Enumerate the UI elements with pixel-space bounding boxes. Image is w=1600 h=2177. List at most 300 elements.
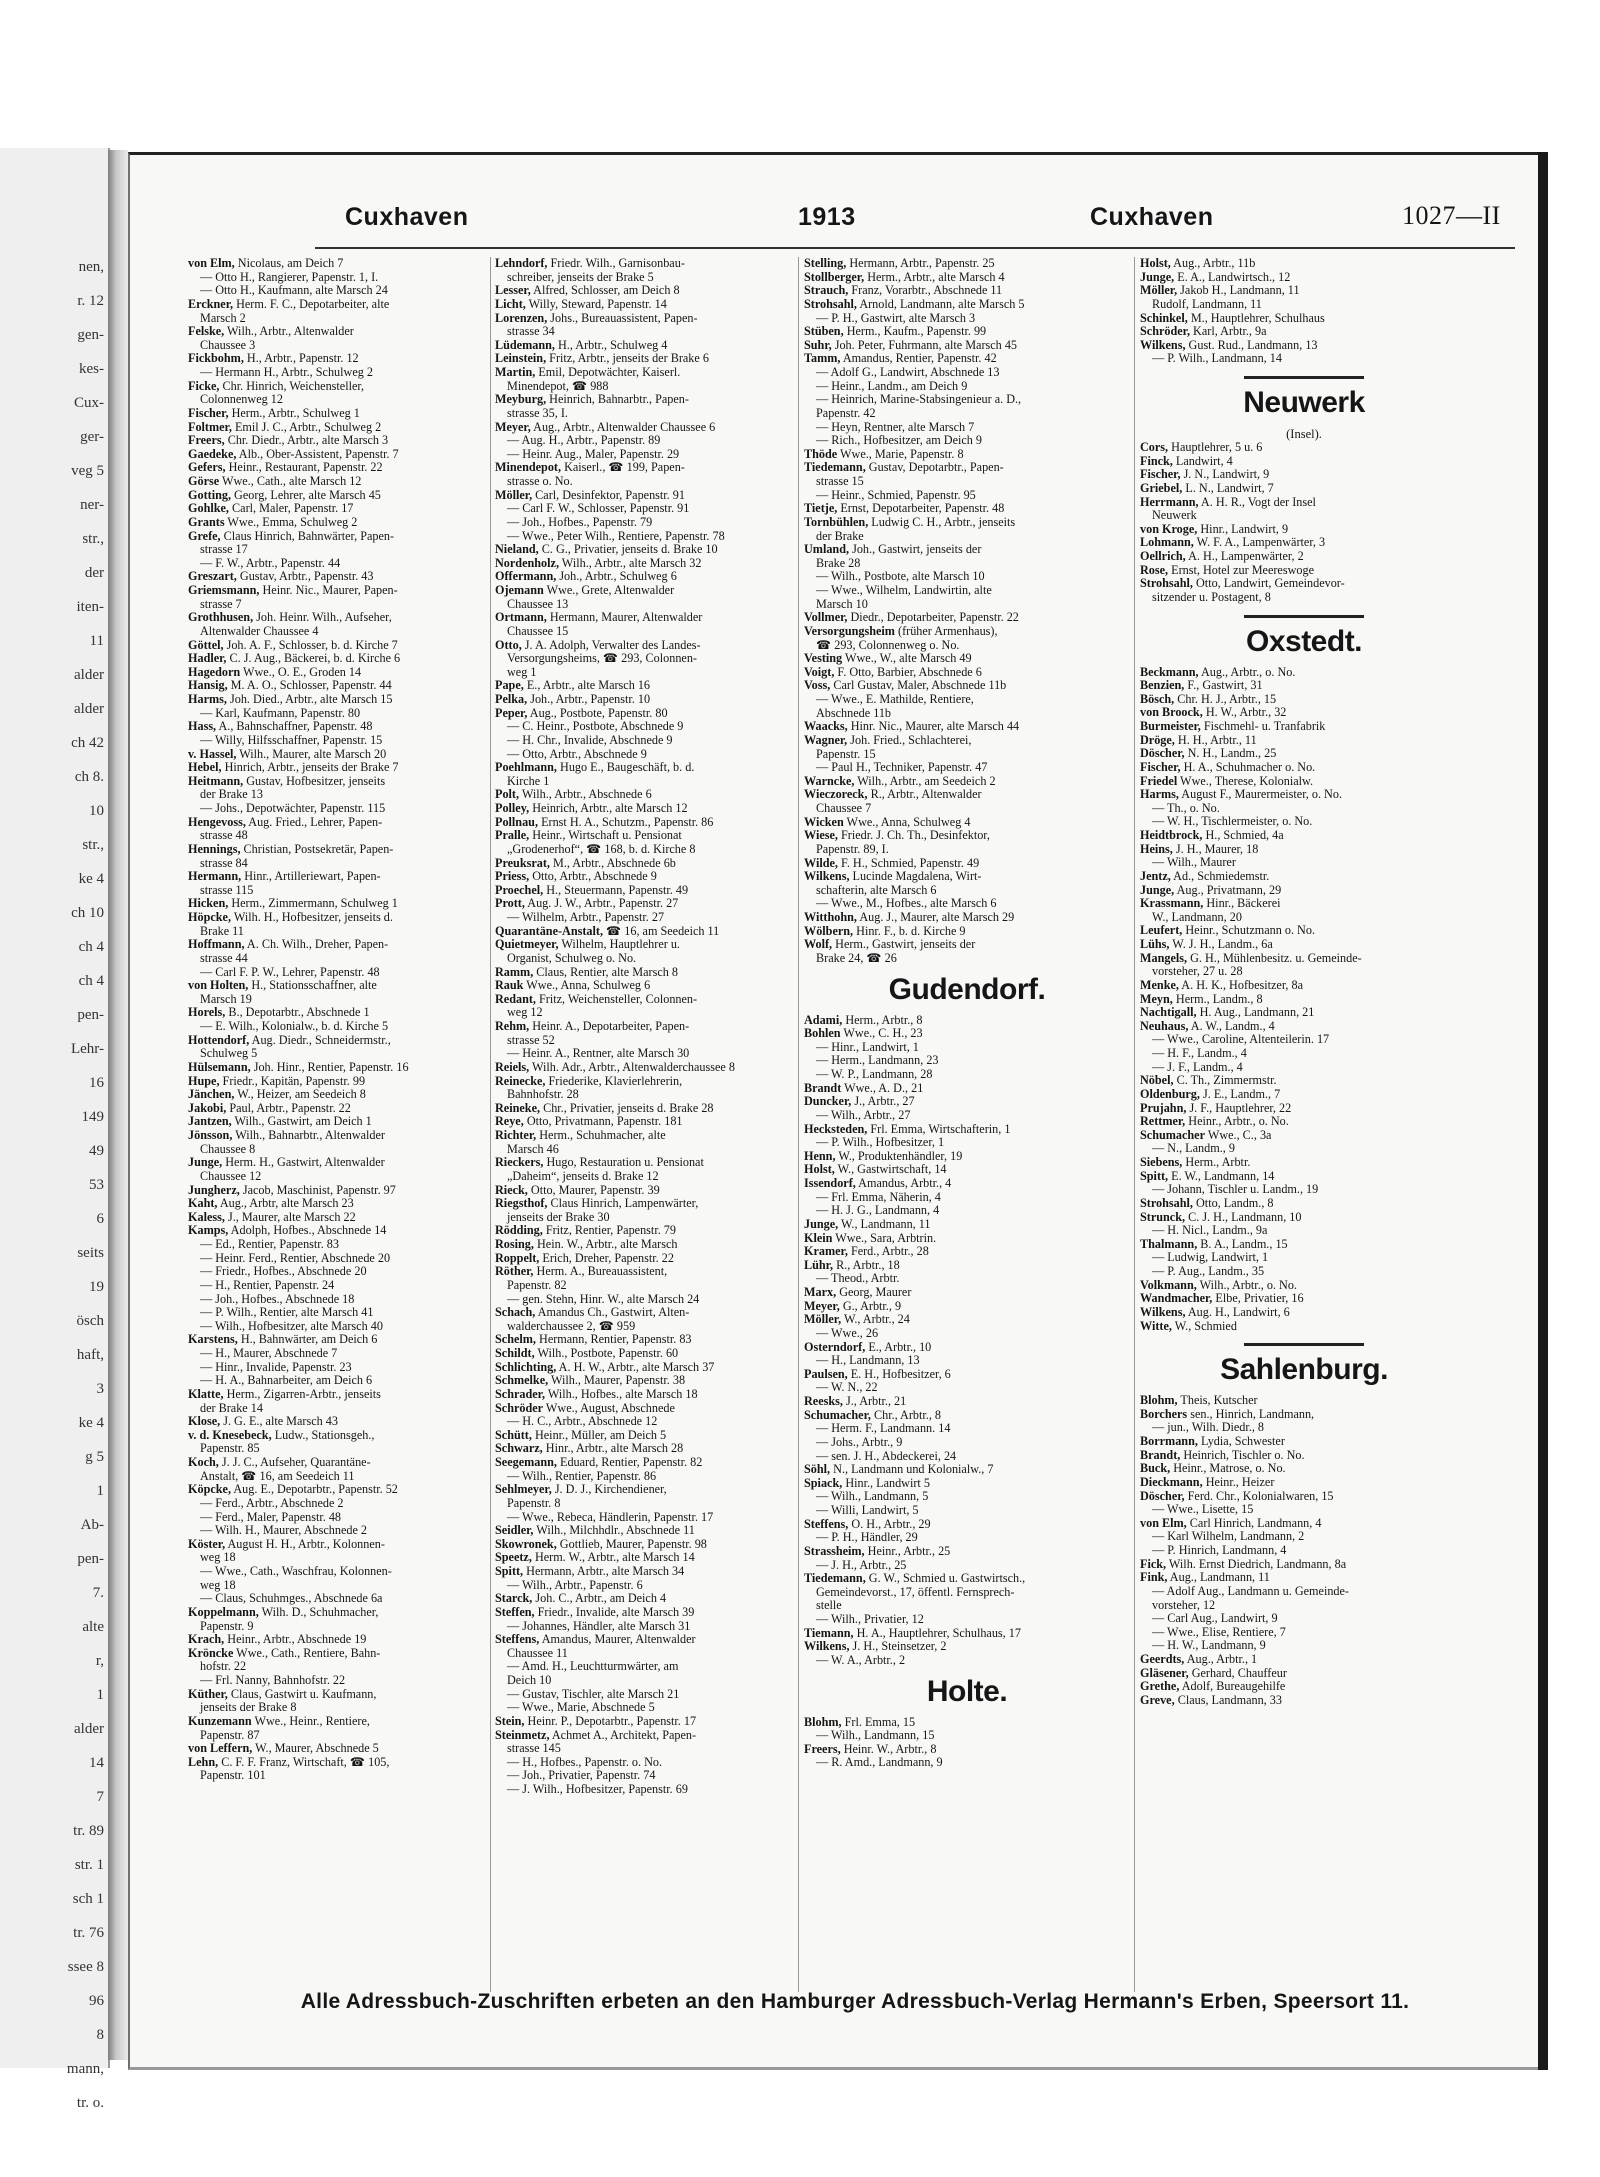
entry-details: M., Arbtr., Abschnede 6b [549, 855, 676, 870]
entry-details: Erich, Dreher, Papenstr. 22 [539, 1250, 674, 1265]
entry-surname: Hass, [188, 719, 217, 734]
directory-entry [188, 598, 486, 612]
entry-surname: Greve, [1140, 1692, 1175, 1707]
entry-surname: Quietmeyer, [495, 937, 559, 952]
directory-entry [804, 407, 1130, 421]
entry-surname: Licht, [495, 296, 526, 311]
directory-entry [495, 380, 793, 394]
entry-surname: Burmeister, [1140, 719, 1201, 733]
entry-details: Claus, Rentier, alte Marsch 8 [533, 964, 678, 979]
entry-details: Aug. Diedr., Schneidermstr., [249, 1032, 391, 1047]
entry-surname: Foltmer, [188, 419, 232, 434]
directory-entry [804, 748, 1130, 762]
entry-surname: Neuhaus, [1140, 1018, 1189, 1033]
entry-surname: Polt, [495, 787, 520, 802]
entry-surname: Rieck, [495, 1182, 528, 1197]
entry-details: A. H., Lampenwärter, 2 [1185, 549, 1304, 563]
entry-surname: Waacks, [804, 719, 848, 734]
directory-entry [495, 1483, 793, 1497]
entry-surname: Lorenzen, [495, 310, 548, 325]
directory-entry [188, 393, 486, 407]
directory-entry [188, 530, 486, 544]
entry-details: — Wilh., Landmann, 15 [816, 1728, 935, 1743]
entry-details: J. N., Landwirt, 9 [1180, 467, 1270, 482]
directory-entry [188, 1456, 486, 1470]
directory-entry [804, 1422, 1130, 1436]
directory-entry [1140, 1571, 1468, 1585]
entry-details: Heinrich, Bahnarbtr., Papen- [546, 392, 689, 407]
entry-details: F., Gastwirt, 31 [1184, 678, 1263, 693]
directory-entry [495, 1606, 793, 1620]
directory-entry [188, 1088, 486, 1102]
entry-surname: Stüben, [804, 324, 844, 339]
directory-entry [1140, 1238, 1468, 1252]
entry-details: Chaussee 13 [507, 596, 569, 611]
entry-surname: Freers, [188, 433, 225, 448]
directory-entry [188, 1115, 486, 1129]
directory-entry [804, 843, 1130, 857]
directory-entry [1140, 829, 1468, 843]
entry-details: Heinr., Arbtr., Abschnede 19 [224, 1632, 367, 1647]
entry-surname: Tiemann, [804, 1625, 854, 1640]
entry-surname: Gläsener, [1140, 1665, 1189, 1680]
directory-entry [495, 1429, 793, 1443]
entry-details: Hinr. Nic., Maurer, alte Marsch 44 [847, 719, 1020, 734]
entry-surname: Meyn, [1140, 991, 1173, 1006]
entry-details: Claus, Landmann, 33 [1174, 1692, 1282, 1707]
entry-details: W., Landmann, 11 [838, 1216, 931, 1231]
entry-details: Hinr., Arbtr., alte Marsch 28 [542, 1441, 684, 1456]
page-number: 1027—II [1402, 201, 1501, 230]
directory-entry [495, 1592, 793, 1606]
entry-details: Heinr., Müller, am Deich 5 [531, 1427, 667, 1442]
entry-details: Herm., Arbtr. [1182, 1155, 1251, 1169]
directory-entry [188, 1565, 486, 1579]
directory-entry [804, 461, 1130, 475]
directory-entry [804, 1286, 1130, 1300]
entry-surname: Hecksteden, [804, 1121, 868, 1136]
entry-surname: Redant, [495, 991, 536, 1006]
directory-entry [188, 557, 486, 571]
entry-details: — Adolf G., Landwirt, Abschnede 13 [816, 365, 1000, 379]
entry-details: Otto, Landm., 8 [1192, 1195, 1274, 1210]
entry-details: Herm. W., Arbtr., alte Marsch 14 [531, 1550, 695, 1565]
directory-entry [495, 816, 793, 830]
entry-details: — Wwe., Peter Wilh., Rentiere, Papenstr. 78 [507, 528, 725, 543]
entry-details: A. H. K., Hofbesitzer, 8a [1178, 977, 1304, 992]
entry-details: Claus, Gastwirt u. Kaufmann, [227, 1686, 377, 1701]
entry-details: F. H., Schmied, Papenstr. 49 [837, 855, 980, 870]
facing-page-fragment: iten- [76, 599, 104, 615]
directory-entry [1140, 666, 1468, 680]
directory-entry [495, 1047, 793, 1061]
directory-entry [188, 1729, 486, 1743]
entry-details: Wwe., Sara, Arbtrin. [832, 1230, 937, 1245]
entry-details: — H. A., Bahnarbeiter, am Deich 6 [200, 1373, 373, 1388]
directory-entry [188, 925, 486, 939]
directory-entry [804, 911, 1130, 925]
entry-details: Brake 11 [200, 923, 244, 938]
entry-details: Nicolaus, am Deich 7 [234, 256, 344, 270]
entry-surname: Brandt, [1140, 1447, 1181, 1462]
directory-entry [1140, 679, 1468, 693]
directory-entry [495, 897, 793, 911]
entry-surname: Grethe, [1140, 1679, 1180, 1694]
entry-details: Fischmehl- u. Tranfabrik [1200, 719, 1326, 733]
facing-page-fragment: tr. o. [76, 2095, 104, 2111]
directory-entry [1140, 1102, 1468, 1116]
directory-entry [1140, 1320, 1468, 1334]
entry-details: Achmet A., Architekt, Papen- [549, 1727, 697, 1742]
entry-surname: von Broock, [1140, 705, 1203, 720]
facing-page-fragment: ner- [80, 497, 104, 513]
directory-entry [188, 1579, 486, 1593]
directory-entry [1140, 1074, 1468, 1088]
entry-details: Ludwig C. H., Arbtr., jenseits [868, 514, 1016, 529]
entry-details: — Ferd., Maler, Papenstr. 48 [200, 1509, 342, 1524]
entry-surname: Grothhusen, [188, 610, 254, 625]
entry-surname: Wagner, [804, 732, 848, 747]
facing-page-fragment: 11 [89, 633, 104, 649]
entry-surname: Köpcke, [188, 1482, 231, 1497]
directory-entry [188, 829, 486, 843]
directory-entry [495, 870, 793, 884]
entry-surname: Göttel, [188, 637, 224, 652]
entry-details: — Carl Aug., Landwirt, 9 [1152, 1611, 1278, 1626]
entry-details: Heinrich, Arbtr., alte Marsch 12 [529, 801, 688, 815]
entry-surname: von Elm, [188, 256, 235, 270]
directory-entry [188, 1006, 486, 1020]
entry-details: Friedr., Invalide, alte Marsch 39 [534, 1604, 695, 1619]
entry-details: — Frl. Emma, Näherin, 4 [816, 1189, 941, 1204]
directory-entry [1140, 1462, 1468, 1476]
entry-surname: Köster, [188, 1536, 226, 1551]
entry-surname: Priess, [495, 869, 530, 884]
entry-surname: Schinkel, [1140, 310, 1188, 325]
entry-details: — Willy, Hilfsschaffner, Papenstr. 15 [200, 732, 383, 747]
entry-surname: Krach, [188, 1632, 225, 1647]
entry-surname: Buck, [1140, 1461, 1171, 1476]
entry-details: Joh., Arbtr., Papenstr. 10 [527, 692, 651, 706]
directory-entry [1140, 938, 1468, 952]
entry-surname: Kaless, [188, 1209, 225, 1224]
entry-details: — Carl F. P. W., Lehrer, Papenstr. 48 [200, 964, 380, 979]
entry-details: Papenstr. 15 [816, 746, 876, 761]
entry-details: C. F. F. Franz, Wirtschaft, ☎ 105, [218, 1754, 390, 1769]
facing-page-fragment: str., [82, 531, 104, 547]
directory-entry [188, 938, 486, 952]
facing-page-fragment: ösch [76, 1313, 104, 1329]
entry-surname: Volkmann, [1140, 1277, 1197, 1292]
entry-details: sen., Hinrich, Landmann, [1187, 1406, 1315, 1421]
entry-surname: Lehn, [188, 1754, 219, 1769]
directory-entry [495, 1742, 793, 1756]
entry-surname: Riegsthof, [495, 1196, 548, 1211]
entry-details: H. A., Hauptlehrer, Schulhaus, 17 [853, 1625, 1021, 1640]
directory-entry [495, 1306, 793, 1320]
directory-entry [804, 775, 1130, 789]
directory-entry [804, 1204, 1130, 1218]
directory-entry [188, 611, 486, 625]
directory-entry [495, 666, 793, 680]
entry-details: Alb., Ober-Assistent, Papenstr. 7 [236, 446, 399, 461]
entry-surname: Ficke, [188, 378, 220, 393]
directory-entry [495, 271, 793, 285]
entry-surname: Meyer, [804, 1298, 840, 1313]
entry-surname: Proechel, [495, 882, 544, 897]
directory-entry [1140, 1142, 1468, 1156]
entry-surname: Schumacher [1140, 1127, 1205, 1142]
directory-entry [495, 1279, 793, 1293]
entry-details: H., Schmied, 4a [1202, 828, 1284, 842]
directory-entry [495, 257, 793, 271]
entry-surname: Steinmetz, [495, 1727, 550, 1742]
directory-entry [804, 625, 1130, 639]
entry-surname: Meyer, [495, 419, 531, 434]
entry-details: — Ed., Rentier, Papenstr. 83 [200, 1237, 339, 1251]
entry-details: Joh., Gastwirt, jenseits der [849, 542, 982, 557]
entry-surname: Starck, [495, 1591, 533, 1606]
entry-details: Lydia, Schwester [1197, 1434, 1285, 1448]
directory-entry [804, 516, 1130, 530]
directory-entry [495, 557, 793, 571]
entry-details: strasse 34 [507, 324, 555, 339]
entry-details: Herm., Gastwirt, jenseits der [832, 937, 976, 952]
entry-details: Hermann, Rentier, Papenstr. 83 [535, 1332, 692, 1347]
entry-details: W. J. H., Landm., 6a [1169, 937, 1273, 951]
entry-surname: Wilkens, [1140, 1304, 1186, 1319]
entry-details: J. G. E., alte Marsch 43 [220, 1414, 338, 1429]
entry-details: W., Landmann, 20 [1152, 909, 1242, 924]
directory-entry [495, 489, 793, 503]
entry-surname: Hebel, [188, 760, 222, 775]
section-rule [1244, 376, 1364, 379]
entry-details: Chr., Arbtr., 8 [870, 1407, 942, 1422]
entry-details: Wilh. D., Schuhmacher, [258, 1604, 379, 1619]
entry-surname: Prott, [495, 896, 525, 911]
entry-details: Alfred, Schlosser, am Deich 8 [530, 283, 680, 298]
entry-surname: Pollnau, [495, 814, 539, 829]
entry-surname: Strauch, [804, 283, 849, 298]
entry-details: H. Aug., Landmann, 21 [1196, 1005, 1315, 1020]
entry-surname: Koch, [188, 1455, 219, 1469]
directory-entry [188, 1497, 486, 1511]
entry-surname: Voigt, [804, 664, 835, 679]
entry-details: — H., Rentier, Papenstr. 24 [200, 1277, 335, 1292]
entry-details: Wilh. Adr., Arbtr., Altenwalderchaussee 8 [529, 1059, 735, 1074]
entry-surname: Friedel [1140, 773, 1178, 788]
entry-surname: Dröge, [1140, 732, 1175, 747]
directory-entry [804, 1054, 1130, 1068]
entry-surname: Wilde, [804, 855, 838, 870]
directory-entry [1140, 298, 1468, 312]
entry-details: Heinrich, Tischler o. No. [1180, 1447, 1305, 1462]
directory-entry [804, 1409, 1130, 1423]
entry-details: Otto, Landwirt, Gemeindevor- [1192, 576, 1345, 591]
directory-entry [1140, 509, 1468, 523]
section-rule [1244, 615, 1364, 618]
directory-entry [495, 720, 793, 734]
directory-entry [188, 1688, 486, 1702]
directory-entry [495, 366, 793, 380]
entry-details: Papenstr. 87 [200, 1727, 260, 1742]
directory-entry [804, 1150, 1130, 1164]
entry-details: Deich 10 [507, 1673, 552, 1687]
entry-details: Herm. A., Bureauassistent, [533, 1264, 668, 1279]
column-2 [495, 257, 793, 1992]
directory-entry [1140, 884, 1468, 898]
entry-details: Emil, Depotwächter, Kaiserl. [535, 365, 681, 379]
entry-details: — W. P., Landmann, 28 [816, 1067, 933, 1081]
entry-details: J. H., Maurer, 18 [1172, 841, 1259, 856]
entry-details: H., Stationsschaffner, alte [248, 978, 377, 993]
entry-details: Altenwalder Chaussee 4 [200, 623, 319, 638]
directory-entry [495, 1565, 793, 1579]
entry-surname: Sehlmeyer, [495, 1482, 552, 1497]
directory-entry [188, 625, 486, 639]
entry-details: H., Steuermann, Papenstr. 49 [543, 882, 689, 897]
directory-entry [804, 1068, 1130, 1082]
entry-details: — Rich., Hofbesitzer, am Deich 9 [816, 433, 983, 448]
directory-entry [188, 707, 486, 721]
directory-entry [804, 298, 1130, 312]
column-divider [798, 257, 799, 1992]
directory-entry [188, 1293, 486, 1307]
entry-details: — Carl F. W., Schlosser, Papenstr. 91 [507, 501, 690, 516]
entry-surname: Reineke, [495, 1100, 541, 1115]
entry-details: Brake 24, ☎ 26 [816, 950, 897, 965]
entry-details: weg 1 [507, 664, 537, 679]
entry-details: G. W., Schmied u. Gastwirtsch., [865, 1571, 1026, 1586]
entry-surname: Ortmann, [495, 610, 547, 625]
directory-entry [495, 421, 793, 435]
directory-entry [495, 611, 793, 625]
facing-page-fragment: str. 1 [74, 1857, 104, 1873]
entry-surname: Spiack, [804, 1475, 843, 1490]
entry-surname: Röther, [495, 1264, 534, 1279]
directory-entry [1140, 1394, 1468, 1408]
directory-entry [188, 1742, 486, 1756]
directory-entry [188, 570, 486, 584]
directory-entry [804, 1354, 1130, 1368]
directory-entry [188, 775, 486, 789]
entry-details: W., Schmied [1171, 1318, 1237, 1333]
entry-details: Papenstr. 101 [200, 1768, 266, 1783]
entry-surname: Seidler, [495, 1523, 534, 1538]
directory-entry [804, 1654, 1130, 1668]
directory-entry [804, 1599, 1130, 1613]
entry-surname: Hennings, [188, 841, 241, 856]
directory-entry [188, 748, 486, 762]
directory-entry [495, 979, 793, 993]
entry-details: Hinr. F., b. d. Kirche 9 [853, 923, 966, 938]
directory-entry [188, 1388, 486, 1402]
entry-details: Ad., Schmiedemstr. [1170, 868, 1270, 883]
entry-surname: Koppelmann, [188, 1604, 259, 1619]
entry-details: Hein. W., Arbtr., alte Marsch [533, 1237, 678, 1251]
directory-entry [188, 421, 486, 435]
directory-entry [1140, 706, 1468, 720]
entry-surname: Hoffmann, [188, 937, 245, 952]
entry-details: Chaussee 7 [816, 801, 872, 815]
entry-details: — Johann, Tischler u. Landm., 19 [1152, 1182, 1319, 1197]
facing-page-fragment: tr. 76 [73, 1925, 104, 1941]
entry-details: Joh. Heinr. Wilh., Aufseher, [253, 610, 392, 625]
directory-entry [188, 257, 486, 271]
directory-entry [495, 1347, 793, 1361]
directory-entry [188, 1075, 486, 1089]
entry-details: strasse 17 [200, 542, 248, 557]
entry-details: — J. H., Arbtr., 25 [816, 1557, 907, 1572]
entry-details: Anstalt, ☎ 16, am Seedeich 11 [200, 1468, 355, 1483]
directory-entry [804, 1232, 1130, 1246]
directory-entry [1140, 550, 1468, 564]
entry-details: Wilh., Gastwirt, am Deich 1 [231, 1114, 372, 1129]
entry-details: H., Arbtr., Schulweg 4 [554, 337, 668, 352]
entry-details: Herm. F. C., Depotarbeiter, alte [233, 296, 390, 311]
entry-details: schafterin, alte Marsch 6 [816, 882, 937, 897]
entry-surname: Lühs, [1140, 937, 1170, 951]
entry-details: — Th., o. No. [1152, 800, 1220, 815]
entry-details: — H. W., Landmann, 9 [1152, 1638, 1266, 1653]
entry-surname: Gohlke, [188, 501, 229, 516]
facing-page-fragment: mann, [66, 2061, 104, 2077]
directory-entry [495, 1415, 793, 1429]
directory-entry [804, 1586, 1130, 1600]
entry-details: M. A. O., Schlosser, Papenstr. 44 [227, 678, 392, 693]
entry-surname: Junge, [1140, 269, 1175, 284]
entry-details: Aug., Landmann, 11 [1167, 1570, 1270, 1585]
entry-details: Rudolf, Landmann, 11 [1152, 296, 1262, 311]
entry-details: Gottlieb, Maurer, Papenstr. 98 [556, 1536, 707, 1551]
directory-entry [495, 325, 793, 339]
column-divider [490, 257, 491, 1992]
entry-details: Wwe., O. E., Groden 14 [240, 664, 362, 679]
entry-details: F. Otto, Barbier, Abschnede 6 [834, 664, 982, 679]
directory-entry [1140, 1694, 1468, 1708]
directory-entry [188, 639, 486, 653]
entry-details: Papenstr. 9 [200, 1618, 254, 1633]
entry-details: Wwe., C., 3a [1205, 1127, 1272, 1142]
entry-details: — H. C., Arbtr., Abschnede 12 [507, 1414, 658, 1429]
entry-surname: Stein, [495, 1713, 525, 1728]
entry-details: strasse 7 [200, 596, 242, 611]
entry-surname: Hansig, [188, 678, 228, 693]
directory-entry [188, 1701, 486, 1715]
entry-surname: Otto, [495, 637, 522, 652]
entry-details: N., Landmann und Kolonialw., 7 [830, 1462, 994, 1477]
entry-details: J., Maurer, alte Marsch 22 [224, 1209, 356, 1224]
facing-page-fragment: alte [82, 1619, 104, 1635]
facing-page-fragment: alder [74, 1721, 104, 1737]
facing-page-fragment: veg 5 [71, 463, 104, 479]
directory-entry [495, 1388, 793, 1402]
entry-surname: Möller, [495, 487, 533, 502]
directory-entry [804, 1272, 1130, 1286]
directory-entry [495, 407, 793, 421]
entry-details: Wwe., Anna, Schulweg 6 [523, 978, 651, 993]
entry-details: Wilh., Maurer, alte Marsch 20 [236, 746, 387, 761]
entry-surname: Fickbohm, [188, 351, 244, 366]
directory-entry [1140, 1306, 1468, 1320]
directory-entry [1140, 1129, 1468, 1143]
directory-entry [1140, 271, 1468, 285]
directory-entry [1140, 1667, 1468, 1681]
entry-details: — Hinr., Invalide, Papenstr. 23 [200, 1359, 352, 1374]
directory-entry [804, 1504, 1130, 1518]
entry-surname: Kröncke [188, 1645, 234, 1660]
directory-entry [495, 911, 793, 925]
